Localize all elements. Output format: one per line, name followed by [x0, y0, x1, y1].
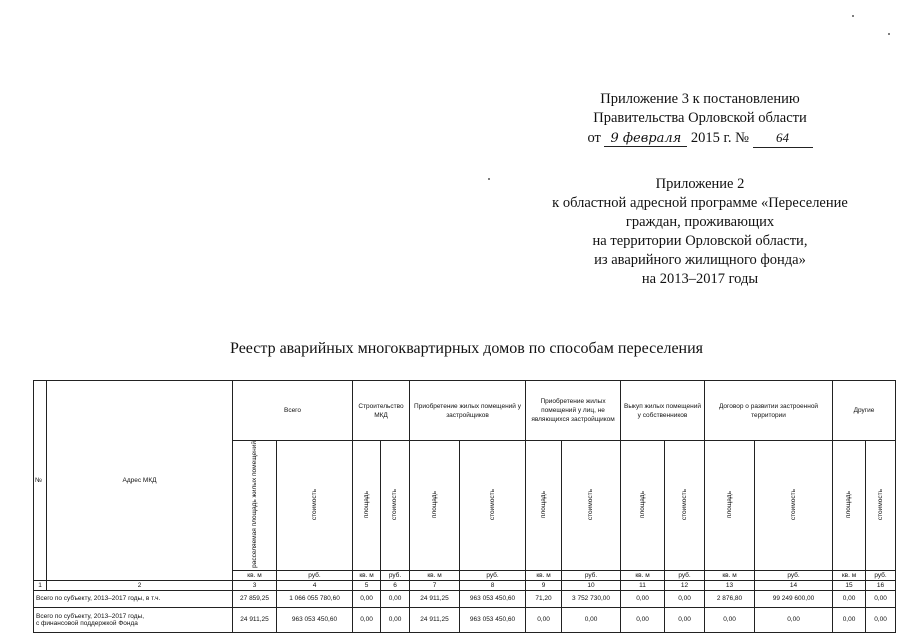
subheader-label: стоимость — [310, 488, 318, 520]
row-label — [34, 607, 233, 632]
annex3-header — [520, 90, 880, 148]
column-number: 7 — [410, 580, 460, 590]
table-cell: 0,00 — [866, 590, 896, 607]
table-cell: 24 911,25 — [410, 607, 460, 632]
group-header-total: Всего — [233, 381, 353, 441]
subheader-label: стоимость — [587, 488, 595, 520]
table-cell: 0,00 — [381, 607, 410, 632]
table-cell: 3 752 730,00 — [562, 590, 621, 607]
group-header-development-agreement: Договор о развитии застроенной территории — [705, 381, 833, 441]
subheader-cell — [755, 441, 833, 571]
column-number: 8 — [460, 580, 526, 590]
table-cell: 0,00 — [526, 607, 562, 632]
table-cell: 0,00 — [755, 607, 833, 632]
unit-cell: руб. — [866, 570, 896, 580]
column-number: 4 — [277, 580, 353, 590]
table-cell: 963 053 450,60 — [460, 607, 526, 632]
unit-cell: руб. — [460, 570, 526, 580]
annex2-line: граждан, проживающих — [625, 214, 775, 230]
row-label: Всего по субъекту, 2013–2017 годы, в т.ч. — [34, 590, 233, 607]
table-cell: 24 911,25 — [233, 607, 277, 632]
annex2-line: на территории Орловской области, — [592, 233, 808, 249]
subheader-cell — [866, 441, 896, 571]
table-row — [34, 607, 896, 632]
group-header-construction: Строительство МКД — [353, 381, 410, 441]
registry-title: Реестр аварийных многоквартирных домов по способам переселения — [230, 340, 704, 357]
table-cell: 0,00 — [353, 607, 381, 632]
group-header-developer-purchase: Приобретение жилых помещений у застройщиков — [410, 381, 526, 441]
table-cell: 71,20 — [526, 590, 562, 607]
subheader-label: площадь — [638, 490, 646, 519]
row-label-line1: Всего по субъекту, 2013–2017 годы, — [36, 612, 145, 620]
table-cell: 963 053 450,60 — [277, 607, 353, 632]
unit-cell: руб. — [755, 570, 833, 580]
unit-cell: кв. м — [833, 570, 866, 580]
table-cell: 0,00 — [705, 607, 755, 632]
subheader-cell — [526, 441, 562, 571]
table-cell: 0,00 — [866, 607, 896, 632]
table-cell: 0,00 — [665, 590, 705, 607]
subheader-label: площадь — [539, 490, 547, 519]
subheader-label: стоимость — [391, 488, 399, 520]
annex3-line1: Приложение 3 к постановлению — [600, 91, 800, 107]
table-cell: 963 053 450,60 — [460, 590, 526, 607]
column-number: 13 — [705, 580, 755, 590]
group-header-other: Другие — [833, 381, 896, 441]
date-prefix: от — [587, 130, 601, 146]
column-number: 14 — [755, 580, 833, 590]
unit-cell: руб. — [381, 570, 410, 580]
annex2-line: к областной адресной программе «Переселение — [552, 195, 848, 211]
table-cell: 0,00 — [621, 590, 665, 607]
scan-speck — [888, 33, 890, 35]
subheader-cell — [381, 441, 410, 571]
table-cell: 24 911,25 — [410, 590, 460, 607]
subheader-label: стоимость — [488, 488, 496, 520]
annex2-header — [520, 175, 880, 289]
subheader-cell — [562, 441, 621, 571]
subheader-cell — [705, 441, 755, 571]
col-header-address: Адрес МКД — [47, 381, 233, 581]
scan-speck — [852, 15, 854, 17]
table-cell: 1 066 055 780,60 — [277, 590, 353, 607]
table-cell: 0,00 — [833, 607, 866, 632]
column-number: 10 — [562, 580, 621, 590]
subheader-cell — [410, 441, 460, 571]
unit-cell: кв. м — [353, 570, 381, 580]
table-cell: 0,00 — [381, 590, 410, 607]
column-number: 3 — [233, 580, 277, 590]
subheader-cell — [665, 441, 705, 571]
subheader-cell — [833, 441, 866, 571]
subheader-cell — [621, 441, 665, 571]
annex2-line: из аварийного жилищного фонда» — [594, 252, 806, 268]
column-number: 11 — [621, 580, 665, 590]
registry-table — [33, 380, 896, 633]
table-cell: 99 249 600,00 — [755, 590, 833, 607]
column-number: 1 — [34, 580, 47, 590]
date-suffix: 2015 г. № — [690, 130, 749, 146]
column-number: 16 — [866, 580, 896, 590]
column-number: 15 — [833, 580, 866, 590]
subheader-label: стоимость — [876, 488, 884, 520]
group-header-owner-buyout: Выкуп жилых помещений у собственников — [621, 381, 705, 441]
table-row — [34, 590, 896, 607]
scan-speck — [488, 178, 490, 180]
group-header-nondeveloper-purchase: Приобретение жилых помещений у лиц, не являющихся застройщиком — [526, 381, 621, 441]
subheader-label: стоимость — [789, 488, 797, 520]
unit-cell: руб. — [665, 570, 705, 580]
group-header-row — [34, 381, 896, 441]
column-number-row — [34, 580, 896, 590]
unit-cell: кв. м — [526, 570, 562, 580]
unit-cell: руб. — [277, 570, 353, 580]
col-header-no: № — [34, 381, 47, 581]
subheader-cell — [233, 441, 277, 571]
column-number: 2 — [47, 580, 233, 590]
annex3-date-line — [520, 128, 880, 148]
annex3-line2: Правительства Орловской области — [593, 110, 807, 126]
unit-cell: кв. м — [621, 570, 665, 580]
column-number: 5 — [353, 580, 381, 590]
annex2-line: Приложение 2 — [655, 176, 745, 192]
table-cell: 0,00 — [665, 607, 705, 632]
handwritten-date: 9 февраля — [604, 131, 687, 147]
subheader-label: расселяемая площадь жилых помещений — [250, 441, 258, 568]
subheader-label: площадь — [362, 490, 370, 519]
table-cell: 0,00 — [353, 590, 381, 607]
table-cell: 0,00 — [833, 590, 866, 607]
unit-cell: кв. м — [233, 570, 277, 580]
unit-cell: кв. м — [705, 570, 755, 580]
handwritten-number: 64 — [753, 128, 813, 148]
column-number: 9 — [526, 580, 562, 590]
annex2-line: на 2013–2017 годы — [641, 271, 759, 287]
subheader-label: стоимость — [680, 488, 688, 520]
table-cell: 0,00 — [621, 607, 665, 632]
table-cell: 27 859,25 — [233, 590, 277, 607]
unit-cell: руб. — [562, 570, 621, 580]
unit-cell: кв. м — [410, 570, 460, 580]
subheader-label: площадь — [725, 490, 733, 519]
column-number: 12 — [665, 580, 705, 590]
subheader-cell — [277, 441, 353, 571]
subheader-cell — [353, 441, 381, 571]
table-cell: 0,00 — [562, 607, 621, 632]
subheader-label: площадь — [845, 490, 853, 519]
subheader-cell — [460, 441, 526, 571]
subheader-label: площадь — [430, 490, 438, 519]
table-cell: 2 876,80 — [705, 590, 755, 607]
column-number: 6 — [381, 580, 410, 590]
row-label-line2: с финансовой поддержкой Фонда — [36, 619, 138, 627]
